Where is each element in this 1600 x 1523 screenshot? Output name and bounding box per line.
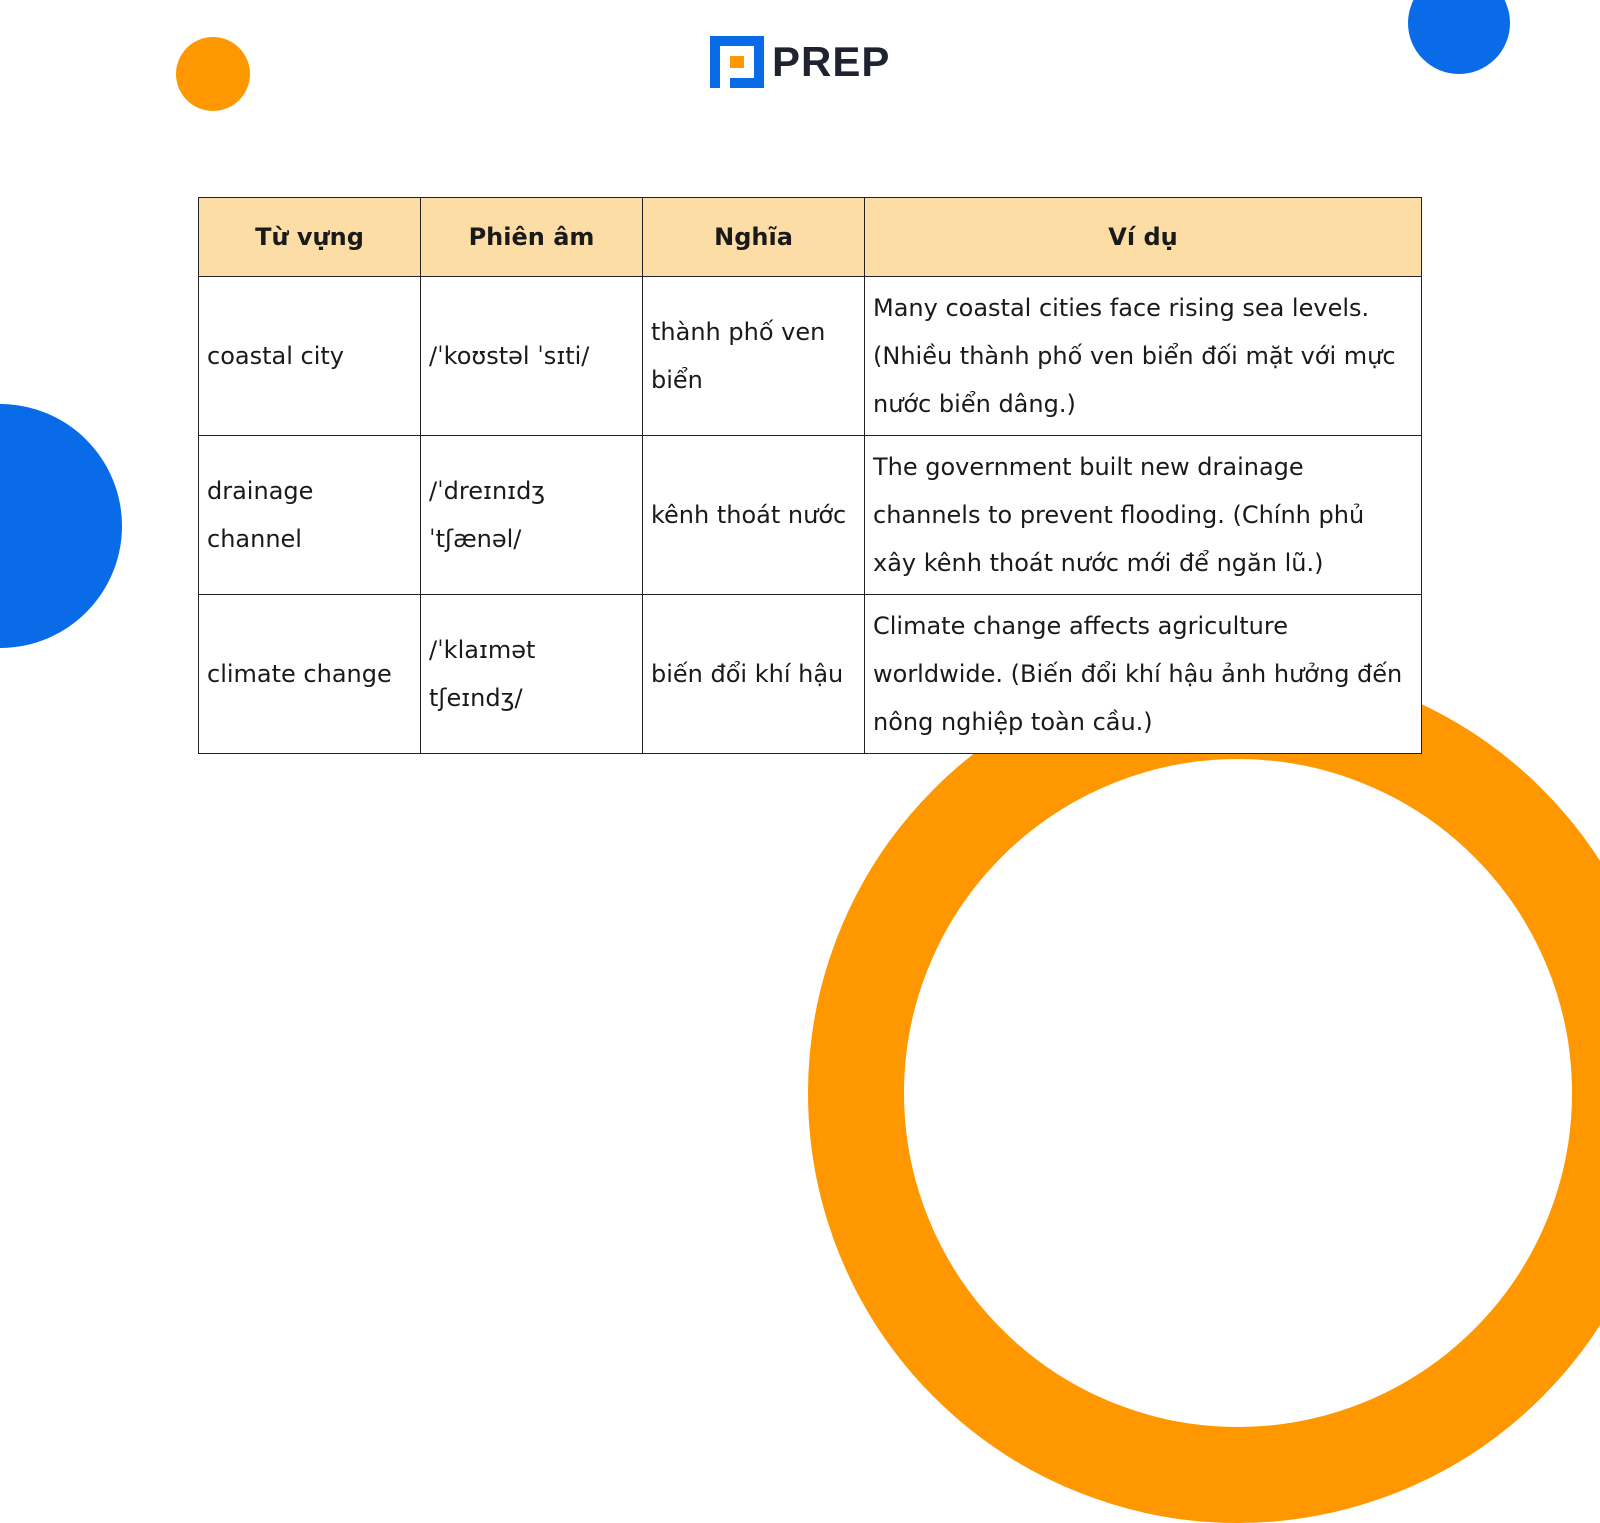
cell-pronunciation: /ˈkoʊstəl ˈsɪti/ [421, 277, 643, 436]
cell-pronunciation: /ˈdreɪnɪdʒ ˈtʃænəl/ [421, 436, 643, 595]
cell-word: drainage channel [199, 436, 421, 595]
cell-meaning: biến đổi khí hậu [643, 595, 865, 754]
cell-word: climate change [199, 595, 421, 754]
decorative-orange-circle [176, 37, 250, 111]
cell-example: The government built new drainage channels to prevent flooding. (Chính phủ xây kênh thoát nước mới để ngăn lũ.) [865, 436, 1422, 595]
brand-name: PREP [772, 38, 891, 85]
prep-logo-icon [710, 36, 764, 88]
table-row [199, 436, 1422, 595]
cell-meaning: thành phố ven biển [643, 277, 865, 436]
cell-pronunciation: /ˈklaɪmət tʃeɪndʒ/ [421, 595, 643, 754]
table-row [199, 595, 1422, 754]
cell-meaning: kênh thoát nước [643, 436, 865, 595]
header-example: Ví dụ [865, 198, 1422, 277]
header-meaning: Nghĩa [643, 198, 865, 277]
table-header-row [199, 198, 1422, 277]
table-row [199, 277, 1422, 436]
header-pronunciation: Phiên âm [421, 198, 643, 277]
decorative-blue-circle-left [0, 404, 122, 648]
decorative-orange-ring [808, 663, 1600, 1523]
prep-logo [710, 36, 890, 88]
cell-example: Climate change affects agriculture worldwide. (Biến đổi khí hậu ảnh hưởng đến nông nghiệp toàn cầu.) [865, 595, 1422, 754]
header-word: Từ vựng [199, 198, 421, 277]
cell-word: coastal city [199, 277, 421, 436]
decorative-blue-circle-top [1408, 0, 1510, 74]
cell-example: Many coastal cities face rising sea levels. (Nhiều thành phố ven biển đối mặt với mực nước biển dâng.) [865, 277, 1422, 436]
vocabulary-table [198, 197, 1422, 754]
